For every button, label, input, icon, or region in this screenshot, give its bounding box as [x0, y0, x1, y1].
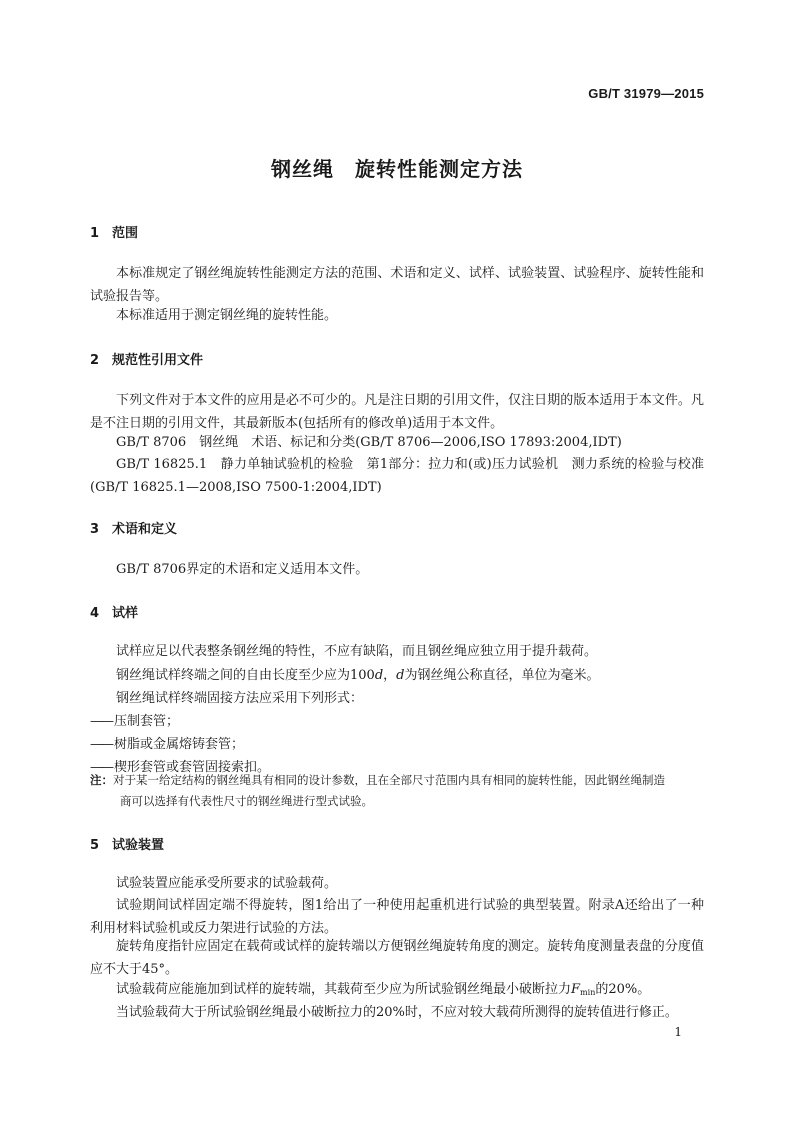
section-2-para-1: 下列文件对于本文件的应用是必不可少的。凡是注日期的引用文件，仅注日期的版本适用于本文件。凡是不注日期的引用文件，其最新版本(包括所有的修改单)适用于本文件。	[90, 393, 704, 431]
section-4-note	[90, 770, 704, 812]
document-title: 钢丝绳 旋转性能测定方法	[271, 157, 523, 181]
text-run: 的20%。	[595, 982, 651, 997]
var-F: F	[571, 982, 581, 997]
list-item-text: 楔形套管或套管固接索扣。	[114, 760, 271, 775]
section-5-para-2: 试验期间试样固定端不得旋转，图1给出了一种使用起重机进行试验的典型装置。附录A还给出了一种利用材料试验机或反力架进行试验的方法。	[90, 898, 704, 936]
section-5-para-3: 旋转角度指针应固定在载荷或试样的旋转端以方便钢丝绳旋转角度的测定。旋转角度测量表盘的分度值应不大于45°。	[90, 939, 704, 977]
text-run: 钢丝绳试样终端之间的自由长度至少应为100	[116, 668, 375, 683]
var-F-subscript: min	[580, 988, 596, 997]
page-number: 1	[674, 1025, 682, 1039]
list-item	[90, 710, 179, 729]
section-1-heading	[90, 222, 138, 241]
list-item-text: 树脂或金属熔铸套管；	[114, 737, 245, 752]
var-d: d	[396, 668, 405, 683]
section-4-heading	[90, 602, 138, 621]
section-1-para-2: 本标准适用于测定钢丝绳的旋转性能。	[116, 308, 338, 323]
section-5-para-1: 试验装置应能承受所要求的试验载荷。	[116, 876, 338, 891]
section-2-heading	[90, 349, 203, 368]
text-run: ，	[383, 668, 397, 683]
section-number: 1	[90, 226, 100, 241]
section-number: 5	[90, 838, 100, 853]
section-title: 范围	[112, 226, 139, 241]
note-label: 注：	[90, 773, 113, 787]
section-number: 4	[90, 606, 100, 621]
text-run: 为钢丝绳公称直径，单位为毫米。	[404, 668, 600, 683]
section-4-para-1: 试样应足以代表整条钢丝绳的特性，不应有缺陷，而且钢丝绳应独立用于提升载荷。	[116, 644, 598, 659]
section-title: 规范性引用文件	[112, 353, 204, 368]
var-d: d	[374, 668, 384, 683]
section-title: 术语和定义	[112, 522, 178, 537]
list-item	[90, 733, 244, 752]
list-item-text: 压制套管；	[114, 714, 180, 729]
section-1-para-1: 本标准规定了钢丝绳旋转性能测定方法的范围、术语和定义、试样、试验装置、试验程序、旋转性能和试验报告等。	[90, 266, 704, 304]
note-continuation: 商可以选择有代表性尺寸的钢丝绳进行型式试验。	[120, 794, 373, 808]
section-number: 2	[90, 353, 100, 368]
section-4-para-3: 钢丝绳试样终端固接方法应采用下列形式：	[116, 691, 364, 706]
list-dash: ——	[90, 737, 112, 752]
section-3-para-1: GB/T 8706界定的术语和定义适用本文件。	[116, 562, 369, 577]
section-5-para-5: 当试验载荷大于所试验钢丝绳最小破断拉力的20%时，不应对较大载荷所测得的旋转值进行修正。	[116, 1005, 678, 1020]
section-title: 试验装置	[112, 838, 165, 853]
section-5-heading	[90, 834, 164, 853]
text-run: 试验载荷应能施加到试样的旋转端，其载荷至少应为所试验钢丝绳最小破断拉力	[116, 982, 572, 997]
reference-gbt-16825-1: GB/T 16825.1 静力单轴试验机的检验 第1部分：拉力和(或)压力试验机 测力系统的检验与校准(GB/T 16825.1—2008,ISO 7500-1:2004,IDT)	[90, 457, 704, 495]
section-title: 试样	[112, 606, 139, 621]
section-number: 3	[90, 522, 100, 537]
section-4-para-2	[116, 664, 600, 683]
reference-gbt-8706: GB/T 8706 钢丝绳 术语、标记和分类(GB/T 8706—2006,ISO 17893:2004,IDT)	[116, 435, 622, 450]
standard-code: GB/T 31979—2015	[588, 86, 704, 101]
section-3-heading	[90, 518, 177, 537]
list-dash: ——	[90, 714, 112, 729]
note-line	[90, 770, 704, 791]
note-text: 对于某一给定结构的钢丝绳具有相同的设计参数，且在全部尺寸范围内具有相同的旋转性能，因此钢丝绳制造	[113, 773, 665, 787]
section-5-para-4	[116, 978, 650, 997]
list-dash: ——	[90, 760, 112, 775]
